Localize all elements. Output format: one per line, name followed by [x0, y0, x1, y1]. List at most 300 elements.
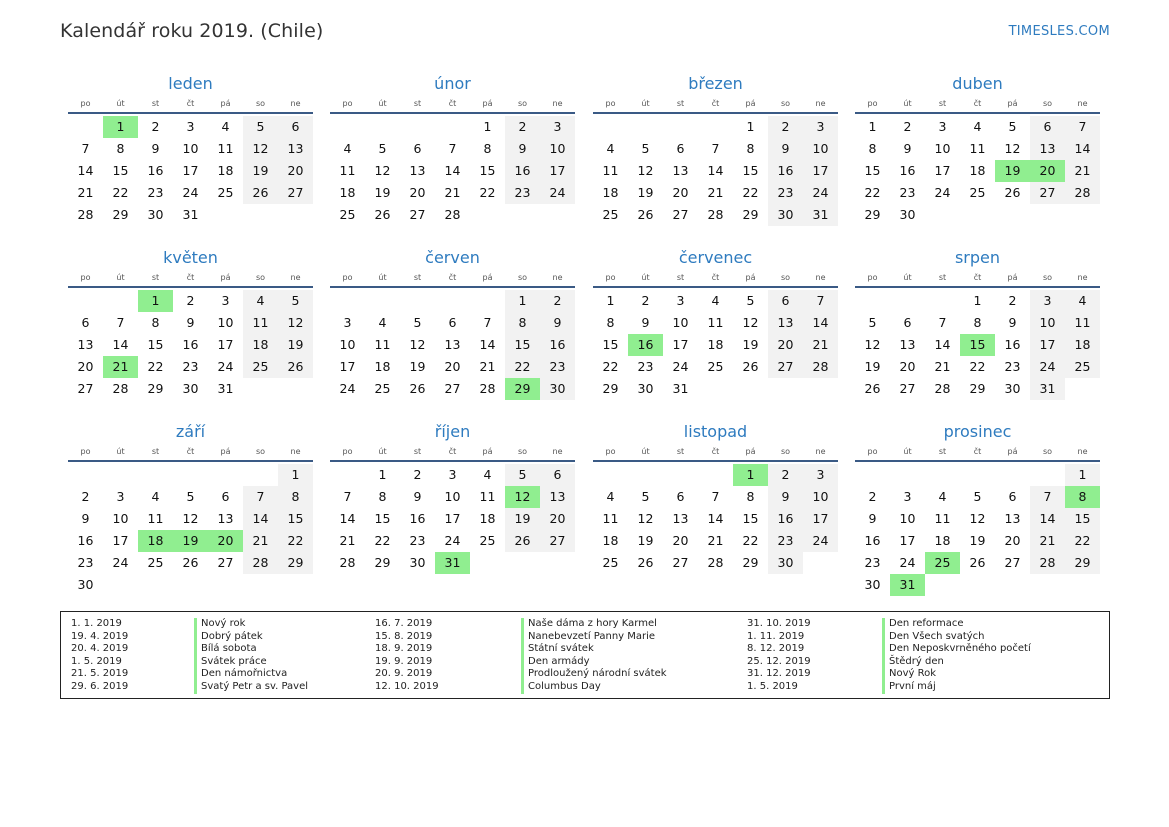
- weekday-label: út: [903, 447, 912, 456]
- weekday-label: út: [378, 447, 387, 456]
- day-cell: 11: [479, 489, 496, 504]
- day-cell: 30: [1004, 381, 1021, 396]
- day-cell: 29: [112, 207, 129, 222]
- day-cell: 13: [1004, 511, 1021, 526]
- day-cell: 14: [707, 511, 724, 526]
- empty-cell: [68, 116, 103, 138]
- day-cell: 19: [637, 533, 654, 548]
- day-cell: 20: [540, 508, 575, 530]
- day-cell: 11: [217, 141, 234, 156]
- weekday-label: út: [116, 447, 125, 456]
- month-7: [593, 246, 838, 400]
- day-cell: 7: [938, 315, 947, 330]
- day-cell: 22: [374, 533, 391, 548]
- day-cell: 29: [864, 207, 881, 222]
- day-cell: 11: [602, 511, 619, 526]
- day-cell: 6: [768, 290, 803, 312]
- day-cell: 24: [803, 530, 838, 552]
- day-cell: 4: [606, 141, 615, 156]
- weekday-label: ne: [552, 447, 563, 456]
- day-cell: 20: [672, 533, 689, 548]
- day-cell: 2: [903, 119, 912, 134]
- day-cell: 14: [934, 337, 951, 352]
- day-cell: 25: [217, 185, 234, 200]
- day-cell: 10: [672, 315, 689, 330]
- day-cell: 18: [602, 185, 619, 200]
- legend-date: 1. 5. 2019: [747, 680, 798, 692]
- day-cell: 26: [637, 555, 654, 570]
- day-cell: 1: [505, 290, 540, 312]
- day-cell: 24: [217, 359, 234, 374]
- day-cell: 16: [899, 163, 916, 178]
- weekday-header: [855, 446, 1100, 462]
- empty-cell: [103, 290, 138, 312]
- weekday-label: ne: [1077, 447, 1088, 456]
- empty-cell: [365, 290, 400, 312]
- day-cell: 17: [444, 511, 461, 526]
- day-cell: 10: [182, 141, 199, 156]
- day-cell: 13: [409, 163, 426, 178]
- weekday-label: ne: [290, 447, 301, 456]
- day-cell: 31: [1030, 378, 1065, 400]
- day-cell: 8: [505, 312, 540, 334]
- day-cell: 5: [186, 489, 195, 504]
- day-cell: 28: [1065, 182, 1100, 204]
- day-cell: 7: [116, 315, 125, 330]
- month-4: [855, 72, 1100, 226]
- day-cell: 5: [641, 489, 650, 504]
- day-cell: 1: [1065, 464, 1100, 486]
- day-cell: 2: [868, 489, 877, 504]
- day-cell: 27: [444, 381, 461, 396]
- legend-holiday-name: První máj: [882, 681, 1031, 694]
- empty-cell: [698, 116, 733, 138]
- day-cell: 6: [676, 489, 685, 504]
- weekday-label: pá: [220, 99, 231, 108]
- day-cell: 4: [151, 489, 160, 504]
- day-cell: 9: [1008, 315, 1017, 330]
- empty-cell: [138, 464, 173, 486]
- weekday-header: [68, 446, 313, 462]
- day-cell: 16: [147, 163, 164, 178]
- day-cell: 28: [707, 207, 724, 222]
- legend-holiday-name: Svátek práce: [194, 656, 308, 669]
- weekday-label: pá: [1007, 99, 1018, 108]
- day-cell: 8: [606, 315, 615, 330]
- holiday-day: 31: [435, 552, 470, 574]
- day-cell: 16: [505, 160, 540, 182]
- day-cell: 31: [217, 381, 234, 396]
- legend-holiday-name: Státní svátek: [521, 643, 667, 656]
- day-cell: 7: [343, 489, 352, 504]
- month-name: červenec: [678, 248, 753, 267]
- weekday-header: [330, 446, 575, 462]
- day-cell: 17: [339, 359, 356, 374]
- day-cell: 25: [147, 555, 164, 570]
- weekday-label: po: [605, 99, 616, 108]
- weekday-label: so: [255, 273, 266, 282]
- day-cell: 14: [707, 163, 724, 178]
- day-cell: 21: [1030, 530, 1065, 552]
- day-cell: 10: [803, 486, 838, 508]
- day-cell: 10: [803, 138, 838, 160]
- day-cell: 12: [243, 138, 278, 160]
- day-cell: 23: [77, 555, 94, 570]
- day-cell: 6: [1008, 489, 1017, 504]
- day-cell: 4: [221, 119, 230, 134]
- day-cell: 26: [278, 356, 313, 378]
- weekday-label: so: [1042, 99, 1053, 108]
- weekday-header: [593, 272, 838, 288]
- day-cell: 7: [483, 315, 492, 330]
- day-cell: 16: [540, 334, 575, 356]
- weekday-label: pá: [220, 273, 231, 282]
- day-cell: 13: [1030, 138, 1065, 160]
- day-cell: 26: [409, 381, 426, 396]
- day-cell: 4: [483, 467, 492, 482]
- day-cell: 3: [343, 315, 352, 330]
- empty-cell: [995, 464, 1030, 486]
- day-cell: 3: [186, 119, 195, 134]
- day-cell: 18: [339, 185, 356, 200]
- legend-names-col-1: [194, 618, 308, 694]
- weekday-label: pá: [1007, 273, 1018, 282]
- day-cell: 31: [182, 207, 199, 222]
- day-cell: 20: [444, 359, 461, 374]
- empty-cell: [68, 464, 103, 486]
- day-cell: 18: [1065, 334, 1100, 356]
- day-cell: 16: [864, 533, 881, 548]
- day-cell: 17: [899, 533, 916, 548]
- day-cell: 20: [409, 185, 426, 200]
- month-name: květen: [163, 248, 218, 267]
- day-cell: 25: [374, 381, 391, 396]
- day-cell: 15: [479, 163, 496, 178]
- weekday-label: so: [1042, 273, 1053, 282]
- weekday-label: čt: [186, 447, 195, 456]
- day-cell: 18: [479, 511, 496, 526]
- legend-date: 31. 12. 2019: [747, 668, 811, 680]
- day-cell: 26: [505, 530, 540, 552]
- day-cell: 11: [339, 163, 356, 178]
- day-grid: [68, 290, 313, 400]
- day-cell: 30: [899, 207, 916, 222]
- legend-date: 29. 6. 2019: [71, 680, 129, 692]
- legend-date: 12. 10. 2019: [375, 680, 439, 692]
- day-cell: 27: [217, 555, 234, 570]
- day-cell: 4: [343, 141, 352, 156]
- day-cell: 5: [746, 293, 755, 308]
- day-cell: 24: [540, 182, 575, 204]
- weekday-label: st: [938, 447, 947, 456]
- weekday-header: [68, 272, 313, 288]
- holiday-day: 1: [138, 290, 173, 312]
- day-cell: 10: [112, 511, 129, 526]
- day-cell: 24: [444, 533, 461, 548]
- weekday-label: pá: [482, 99, 493, 108]
- month-3: [593, 72, 838, 226]
- day-cell: 25: [602, 555, 619, 570]
- day-cell: 30: [864, 577, 881, 592]
- month-name: říjen: [434, 422, 471, 441]
- day-cell: 8: [973, 315, 982, 330]
- day-cell: 13: [672, 163, 689, 178]
- day-cell: 28: [77, 207, 94, 222]
- day-cell: 8: [116, 141, 125, 156]
- empty-cell: [435, 116, 470, 138]
- weekday-label: st: [938, 99, 947, 108]
- day-cell: 22: [742, 185, 759, 200]
- day-cell: 9: [768, 486, 803, 508]
- day-cell: 14: [1030, 508, 1065, 530]
- day-cell: 22: [969, 359, 986, 374]
- day-cell: 27: [899, 381, 916, 396]
- day-cell: 21: [934, 359, 951, 374]
- day-cell: 25: [969, 185, 986, 200]
- day-grid: [855, 116, 1100, 226]
- empty-cell: [855, 464, 890, 486]
- weekday-label: po: [80, 99, 91, 108]
- day-cell: 3: [676, 293, 685, 308]
- day-cell: 8: [278, 486, 313, 508]
- day-cell: 17: [112, 533, 129, 548]
- day-cell: 1: [973, 293, 982, 308]
- day-cell: 12: [278, 312, 313, 334]
- legend-holiday-name: Den Všech svatých: [882, 631, 1031, 644]
- holiday-day: 20: [1030, 160, 1065, 182]
- weekday-label: út: [116, 99, 125, 108]
- day-cell: 22: [864, 185, 881, 200]
- weekday-label: po: [605, 273, 616, 282]
- weekday-label: st: [676, 273, 685, 282]
- day-cell: 17: [182, 163, 199, 178]
- day-cell: 30: [182, 381, 199, 396]
- day-cell: 22: [147, 359, 164, 374]
- day-cell: 23: [409, 533, 426, 548]
- day-cell: 18: [374, 359, 391, 374]
- legend-date: 21. 5. 2019: [71, 668, 129, 680]
- day-cell: 9: [151, 141, 160, 156]
- day-cell: 15: [147, 337, 164, 352]
- weekday-label: st: [676, 447, 685, 456]
- empty-cell: [855, 290, 890, 312]
- legend-holiday-name: Prodloužený národní svátek: [521, 668, 667, 681]
- day-cell: 14: [243, 508, 278, 530]
- day-cell: 10: [899, 511, 916, 526]
- day-cell: 22: [112, 185, 129, 200]
- weekday-label: ne: [1077, 99, 1088, 108]
- weekday-label: st: [413, 447, 422, 456]
- brand-link[interactable]: TIMESLES.COM: [1008, 24, 1110, 39]
- day-cell: 13: [672, 511, 689, 526]
- day-cell: 21: [479, 359, 496, 374]
- day-cell: 15: [864, 163, 881, 178]
- weekday-label: so: [517, 447, 528, 456]
- day-grid: [593, 290, 838, 400]
- day-cell: 23: [768, 182, 803, 204]
- empty-cell: [173, 464, 208, 486]
- legend-holiday-name: Den Neposkvrněného početí: [882, 643, 1031, 656]
- day-cell: 9: [903, 141, 912, 156]
- legend-holiday-name: Nový rok: [194, 618, 308, 631]
- day-cell: 15: [742, 511, 759, 526]
- weekday-label: út: [116, 273, 125, 282]
- day-cell: 23: [1004, 359, 1021, 374]
- day-cell: 2: [151, 119, 160, 134]
- day-cell: 29: [147, 381, 164, 396]
- empty-cell: [925, 290, 960, 312]
- day-cell: 29: [602, 381, 619, 396]
- day-cell: 23: [899, 185, 916, 200]
- day-cell: 5: [641, 141, 650, 156]
- legend-dates-col-1: [71, 618, 128, 694]
- day-cell: 22: [602, 359, 619, 374]
- day-cell: 16: [1004, 337, 1021, 352]
- weekday-label: po: [342, 447, 353, 456]
- day-cell: 24: [803, 182, 838, 204]
- day-cell: 28: [112, 381, 129, 396]
- day-cell: 12: [182, 511, 199, 526]
- empty-cell: [890, 290, 925, 312]
- weekday-header: [855, 272, 1100, 288]
- weekday-label: pá: [745, 99, 756, 108]
- holiday-day: 1: [733, 464, 768, 486]
- day-cell: 31: [803, 204, 838, 226]
- day-cell: 15: [1065, 508, 1100, 530]
- weekday-label: so: [255, 447, 266, 456]
- empty-cell: [330, 290, 365, 312]
- weekday-label: po: [867, 99, 878, 108]
- day-cell: 4: [606, 489, 615, 504]
- legend-holiday-name: Den armády: [521, 656, 667, 669]
- day-cell: 3: [540, 116, 575, 138]
- weekday-label: čt: [973, 273, 982, 282]
- day-cell: 9: [505, 138, 540, 160]
- day-cell: 1: [868, 119, 877, 134]
- day-cell: 12: [742, 315, 759, 330]
- day-cell: 23: [637, 359, 654, 374]
- day-grid: [68, 116, 313, 226]
- day-cell: 13: [444, 337, 461, 352]
- day-cell: 10: [444, 489, 461, 504]
- legend-date: 1. 5. 2019: [71, 655, 122, 667]
- day-cell: 25: [479, 533, 496, 548]
- weekday-label: pá: [745, 273, 756, 282]
- weekday-label: čt: [711, 99, 720, 108]
- day-cell: 6: [413, 141, 422, 156]
- weekday-label: pá: [745, 447, 756, 456]
- month-name: srpen: [954, 248, 1001, 267]
- empty-cell: [628, 464, 663, 486]
- day-grid: [68, 464, 313, 596]
- legend-date: 8. 12. 2019: [747, 643, 805, 655]
- weekday-label: st: [413, 99, 422, 108]
- day-cell: 8: [378, 489, 387, 504]
- day-grid: [330, 464, 575, 574]
- day-cell: 26: [864, 381, 881, 396]
- day-cell: 26: [1004, 185, 1021, 200]
- day-cell: 25: [707, 359, 724, 374]
- day-cell: 9: [81, 511, 90, 526]
- day-cell: 29: [969, 381, 986, 396]
- day-cell: 18: [243, 334, 278, 356]
- day-cell: 13: [899, 337, 916, 352]
- day-cell: 15: [742, 163, 759, 178]
- holiday-day: 18: [138, 530, 173, 552]
- day-cell: 27: [672, 555, 689, 570]
- weekday-label: po: [867, 447, 878, 456]
- empty-cell: [663, 464, 698, 486]
- day-cell: 17: [803, 508, 838, 530]
- legend-names-col-3: [882, 618, 1031, 694]
- day-cell: 19: [243, 160, 278, 182]
- day-cell: 2: [768, 464, 803, 486]
- day-cell: 7: [81, 141, 90, 156]
- weekday-label: čt: [973, 447, 982, 456]
- legend-date: 20. 9. 2019: [375, 668, 433, 680]
- month-name: březen: [688, 74, 743, 93]
- weekday-header: [330, 98, 575, 114]
- day-cell: 15: [602, 337, 619, 352]
- day-cell: 3: [221, 293, 230, 308]
- day-cell: 26: [969, 555, 986, 570]
- day-cell: 28: [934, 381, 951, 396]
- day-cell: 13: [217, 511, 234, 526]
- empty-cell: [400, 290, 435, 312]
- day-cell: 27: [1030, 182, 1065, 204]
- day-cell: 23: [864, 555, 881, 570]
- weekday-header: [68, 98, 313, 114]
- month-1: [68, 72, 313, 226]
- legend-date: 1. 11. 2019: [747, 630, 805, 642]
- weekday-label: čt: [448, 99, 457, 108]
- day-cell: 24: [934, 185, 951, 200]
- day-cell: 7: [448, 141, 457, 156]
- day-cell: 14: [444, 163, 461, 178]
- day-cell: 26: [243, 182, 278, 204]
- day-cell: 28: [479, 381, 496, 396]
- weekday-label: pá: [220, 447, 231, 456]
- day-cell: 5: [868, 315, 877, 330]
- legend-holiday-name: Naše dáma z hory Karmel: [521, 618, 667, 631]
- legend-date: 20. 4. 2019: [71, 643, 129, 655]
- day-cell: 20: [672, 185, 689, 200]
- day-cell: 30: [77, 577, 94, 592]
- legend-holiday-name: Nanebevzetí Panny Marie: [521, 631, 667, 644]
- legend-date: 19. 4. 2019: [71, 630, 129, 642]
- day-cell: 22: [742, 533, 759, 548]
- day-cell: 5: [278, 290, 313, 312]
- day-cell: 11: [602, 163, 619, 178]
- day-grid: [593, 116, 838, 226]
- day-cell: 4: [378, 315, 387, 330]
- empty-cell: [593, 464, 628, 486]
- day-cell: 12: [1004, 141, 1021, 156]
- weekday-header: [593, 98, 838, 114]
- empty-cell: [663, 116, 698, 138]
- day-cell: 14: [479, 337, 496, 352]
- day-cell: 2: [768, 116, 803, 138]
- empty-cell: [243, 464, 278, 486]
- weekday-label: út: [903, 99, 912, 108]
- weekday-label: čt: [186, 273, 195, 282]
- day-cell: 30: [768, 552, 803, 574]
- day-cell: 19: [969, 533, 986, 548]
- day-cell: 8: [746, 141, 755, 156]
- weekday-label: čt: [973, 99, 982, 108]
- empty-cell: [698, 464, 733, 486]
- day-cell: 12: [374, 163, 391, 178]
